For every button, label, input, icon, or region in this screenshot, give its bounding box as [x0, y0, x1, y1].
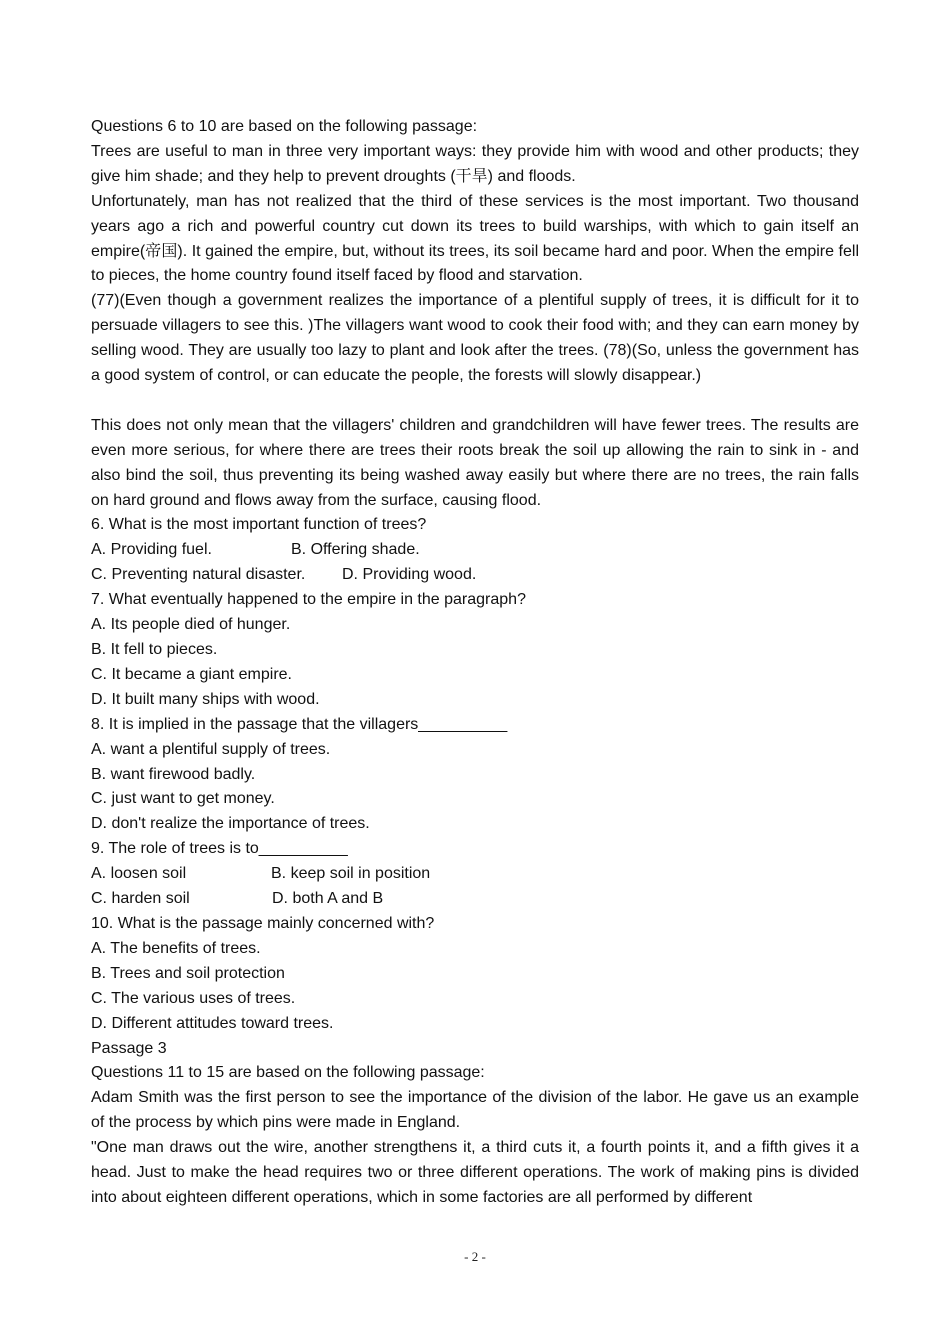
question-7: 7. What eventually happened to the empire in the paragraph?: [91, 591, 526, 609]
question-8: 8. It is implied in the passage that the villagers__________: [91, 715, 508, 733]
option-d: D. Providing wood.: [342, 566, 477, 584]
option-b: B. Trees and soil protection: [91, 964, 285, 982]
question-9-options-row-2: [91, 887, 859, 912]
question-9: 9. The role of trees is to__________: [91, 840, 348, 858]
question-6-options-row-1: [91, 538, 859, 563]
option-d: D. both A and B: [272, 890, 384, 908]
option-a: A. Providing fuel.: [91, 541, 212, 559]
option-a: A. The benefits of trees.: [91, 939, 261, 957]
option-c: C. just want to get money.: [91, 790, 275, 808]
paragraph: Trees are useful to man in three very important ways: they provide him with wood and other products; they give him shade; and they help to prevent droughts (干旱) and floods.: [91, 142, 859, 185]
paragraph: Unfortunately, man has not realized that the third of these services is the most important. Two thousand years ago a rich and powerful country cut down its trees to build warships, with which to gain itself an empire(帝国). It gained the empire, but, without its trees, its soil became hard and poor. When the empire fell to pieces, the home country found itself faced by flood and starvation.: [91, 192, 859, 285]
option-b: B. It fell to pieces.: [91, 641, 218, 659]
option-a: A. want a plentiful supply of trees.: [91, 740, 331, 758]
passage-title: Passage 3: [91, 1039, 167, 1057]
section-header: Questions 6 to 10 are based on the following passage:: [91, 118, 478, 135]
option-c: C. Preventing natural disaster.: [91, 566, 306, 584]
question-6: 6. What is the most important function of trees?: [91, 516, 427, 534]
paragraph: This does not only mean that the villagers' children and grandchildren will have fewer trees. The results are even more serious, for where there are trees their roots break the soil up allowing the rain to sink in - and also bind the soil, thus preventing its being washed away easily but where there are no trees, the rain falls on hard ground and flows away from the surface, causing flood.: [91, 416, 859, 509]
option-d: D. don't realize the importance of trees.: [91, 815, 370, 833]
paragraph: Adam Smith was the first person to see the importance of the division of the labor. He gave us an example of the process by which pins were made in England.: [91, 1089, 859, 1132]
option-c: C. It became a giant empire.: [91, 665, 292, 683]
question-10: 10. What is the passage mainly concerned with?: [91, 914, 435, 932]
option-a: A. Its people died of hunger.: [91, 616, 291, 634]
document-page: [91, 115, 859, 1211]
question-6-options-row-2: [91, 563, 859, 588]
option-c: C. The various uses of trees.: [91, 989, 296, 1007]
option-c: C. harden soil: [91, 890, 190, 908]
question-9-options-row-1: [91, 862, 859, 887]
page-number: - 2 -: [464, 1249, 486, 1264]
section-header: Questions 11 to 15 are based on the following passage:: [91, 1064, 485, 1082]
option-b: B. want firewood badly.: [91, 765, 256, 783]
option-b: B. Offering shade.: [291, 541, 420, 559]
paragraph: (77)(Even though a government realizes the importance of a plentiful supply of trees, it is difficult for it to persuade villagers to see this. )The villagers want wood to cook their food with; and they can earn money by selling wood. They are usually too lazy to plant and look after the trees. (78)(So, unless the government has a good system of control, or can educate the people, the forests will slowly disappear.): [91, 292, 859, 385]
option-d: D. It built many ships with wood.: [91, 690, 320, 708]
spacer: [91, 389, 859, 414]
option-d: D. Different attitudes toward trees.: [91, 1014, 334, 1032]
paragraph: "One man draws out the wire, another strengthens it, a third cuts it, a fourth points it, and a fifth gives it a head. Just to make the head requires two or three different operations. The work of making pins is divided into about eighteen different operations, which in some factories are all performed by different: [91, 1139, 859, 1206]
option-b: B. keep soil in position: [271, 865, 431, 883]
option-a: A. loosen soil: [91, 865, 187, 883]
